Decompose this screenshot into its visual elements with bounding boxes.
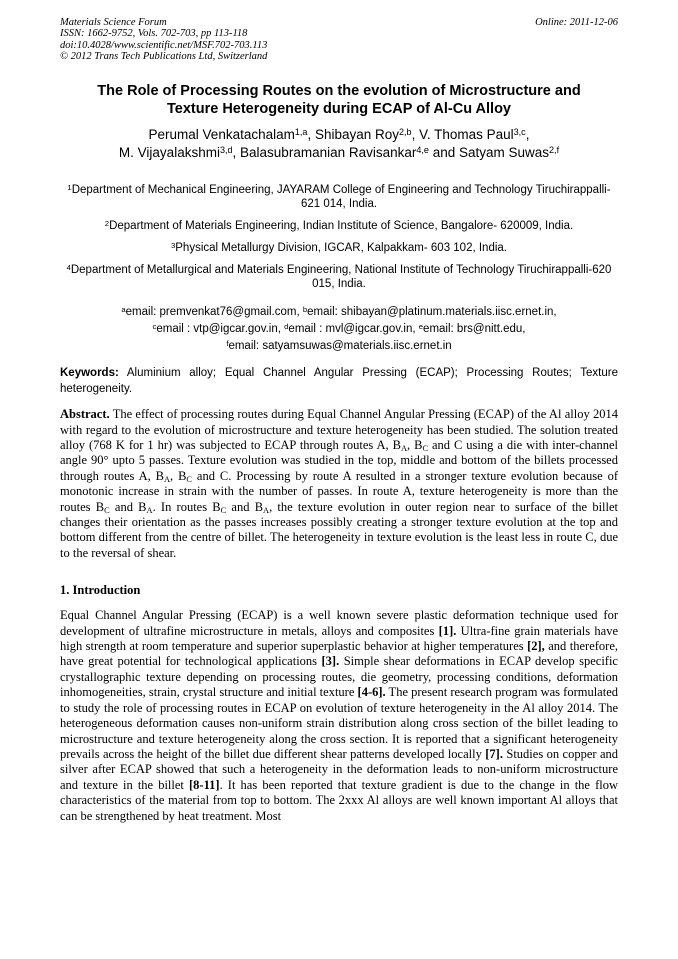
journal-info [60, 17, 267, 62]
title-line-1: The Role of Processing Routes on the evolution of Microstructure and [97, 83, 581, 100]
affiliation-list [60, 183, 618, 291]
author-list [60, 126, 618, 162]
section-heading-introduction: 1. Introduction [60, 583, 141, 598]
affiliation-4: $^4$Department of Metallurgical and Materials Engineering, National Institute of Technology Tiruchirappalli-620 015, India. [66, 262, 612, 291]
issn-line: ISSN: 1662-9752, Vols. 702-703, pp 113-118 [60, 28, 248, 40]
copyright-line: © 2012 Trans Tech Publications Ltd, Switzerland [60, 50, 268, 62]
authors-line-2: M. Vijayalakshmi$^{3,d}$, Balasubramanian Ravisankar$^{4,e}$ and Satyam Suwas$^{2,f}$ [118, 145, 560, 161]
abstract-text: The effect of processing routes during Equal Channel Angular Pressing (ECAP) of the Al alloy 2014 with regard to the evolution of microstructure and texture heterogeneity has been studied. The solution treated alloy (768 K for 1 hr) was subjected to ECAP through routes A, $B_A$, $B_C$ and C using a die with inter-channel angle 90° upto 5 passes. Texture evolution was studied in the top, middle and bottom of the billets processed through routes A, $B_A$, $B_C$ and C. Processing by route A resulted in a stronger texture evolution because of monotonic increase in strain with the number of passes. In route A, texture heterogeneity is more than the routes $B_C$ and $B_A$. In routes $B_C$ and $B_A$, the texture evolution in outer region near to surface of the billet changes their orientation as the passes increases possibly creating a stronger texture evolution at the top and bottom different from the centre of billet. The heterogeneity in texture evolution is the least less in route C, due to the reversal of shear. [60, 407, 619, 560]
affiliation-2: $^2$Department of Materials Engineering, Indian Institute of Science, Bangalore- 620009, India. [104, 218, 574, 233]
authors-line-1: Perumal Venkatachalam$^{1,a}$, Shibayan Roy$^{2,b}$, V. Thomas Paul$^{3,c}$, [148, 127, 530, 143]
email-line-2: $^c$email : vtp@igcar.gov.in, $^d$email : mvl@igcar.gov.in, $^e$email: brs@nitt.edu, [152, 321, 526, 336]
journal-name: Materials Science Forum [60, 17, 167, 28]
abstract-paragraph [60, 407, 618, 561]
online-date: Online: 2011-12-06 [535, 17, 618, 28]
email-line-3: $^f$email: satyamsuwas@materials.iisc.ernet.in [226, 338, 452, 353]
abstract-label: Abstract. [60, 407, 110, 422]
keywords-text: Aluminium alloy; Equal Channel Angular Pressing (ECAP); Processing Routes; Texture heterogeneity. [60, 367, 618, 396]
email-line-1: $^a$email: premvenkat76@gmail.com, $^b$email: shibayan@platinum.materials.iisc.ernet.in, [121, 304, 557, 319]
keywords-label: Keywords: [60, 367, 119, 380]
affiliation-1: $^1$Department of Mechanical Engineering, JAYARAM College of Engineering and Technology Tiruchirappalli-621 014, India. [67, 182, 611, 211]
journal-header [60, 17, 618, 62]
email-block [60, 304, 618, 355]
introduction-paragraph: Equal Channel Angular Pressing (ECAP) is a well known severe plastic deformation technique used for development of ultrafine microstructure in metals, alloys and composites [1]. Ultra-fine grain materials have high strength at room temperature and superior superplastic behavior at higher temperatures [2], and therefore, have great potential for technological applications [3]. Simple shear deformations in ECAP develop specific crystallographic texture depending on processing routes, die geometry, processing conditions, deformation inhomogeneities, strain, crystal structure and initial texture [4-6]. The present research program was formulated to study the role of processing routes in ECAP on evolution of texture heterogeneity in the Al alloy 2014. The heterogeneous deformation causes non-uniform strain distribution along cross section of the billet leading to microstructure and texture heterogeneity along the cross section. It is reported that a significant heterogeneity prevails across the height of the billet due different shear patterns developed locally [7]. Studies on copper and silver after ECAP showed that such a heterogeneity in the deformation leads to non-uniform microstructure and texture in the billet [8-11]. It has been reported that texture gradient is due to the change in the flow characteristics of the material from top to bottom. The 2xxx Al alloys are well known important Al alloys that can be strengthened by heat treatment. Most [60, 608, 618, 823]
affiliation-3: $^3$Physical Metallurgy Division, IGCAR, Kalpakkam- 603 102, India. [170, 240, 507, 255]
doi-line: doi:10.4028/www.scientific.net/MSF.702-703.113 [60, 39, 268, 51]
paper-title [60, 83, 618, 118]
keywords-paragraph [60, 365, 618, 397]
title-line-2: Texture Heterogeneity during ECAP of Al-Cu Alloy [166, 100, 511, 117]
